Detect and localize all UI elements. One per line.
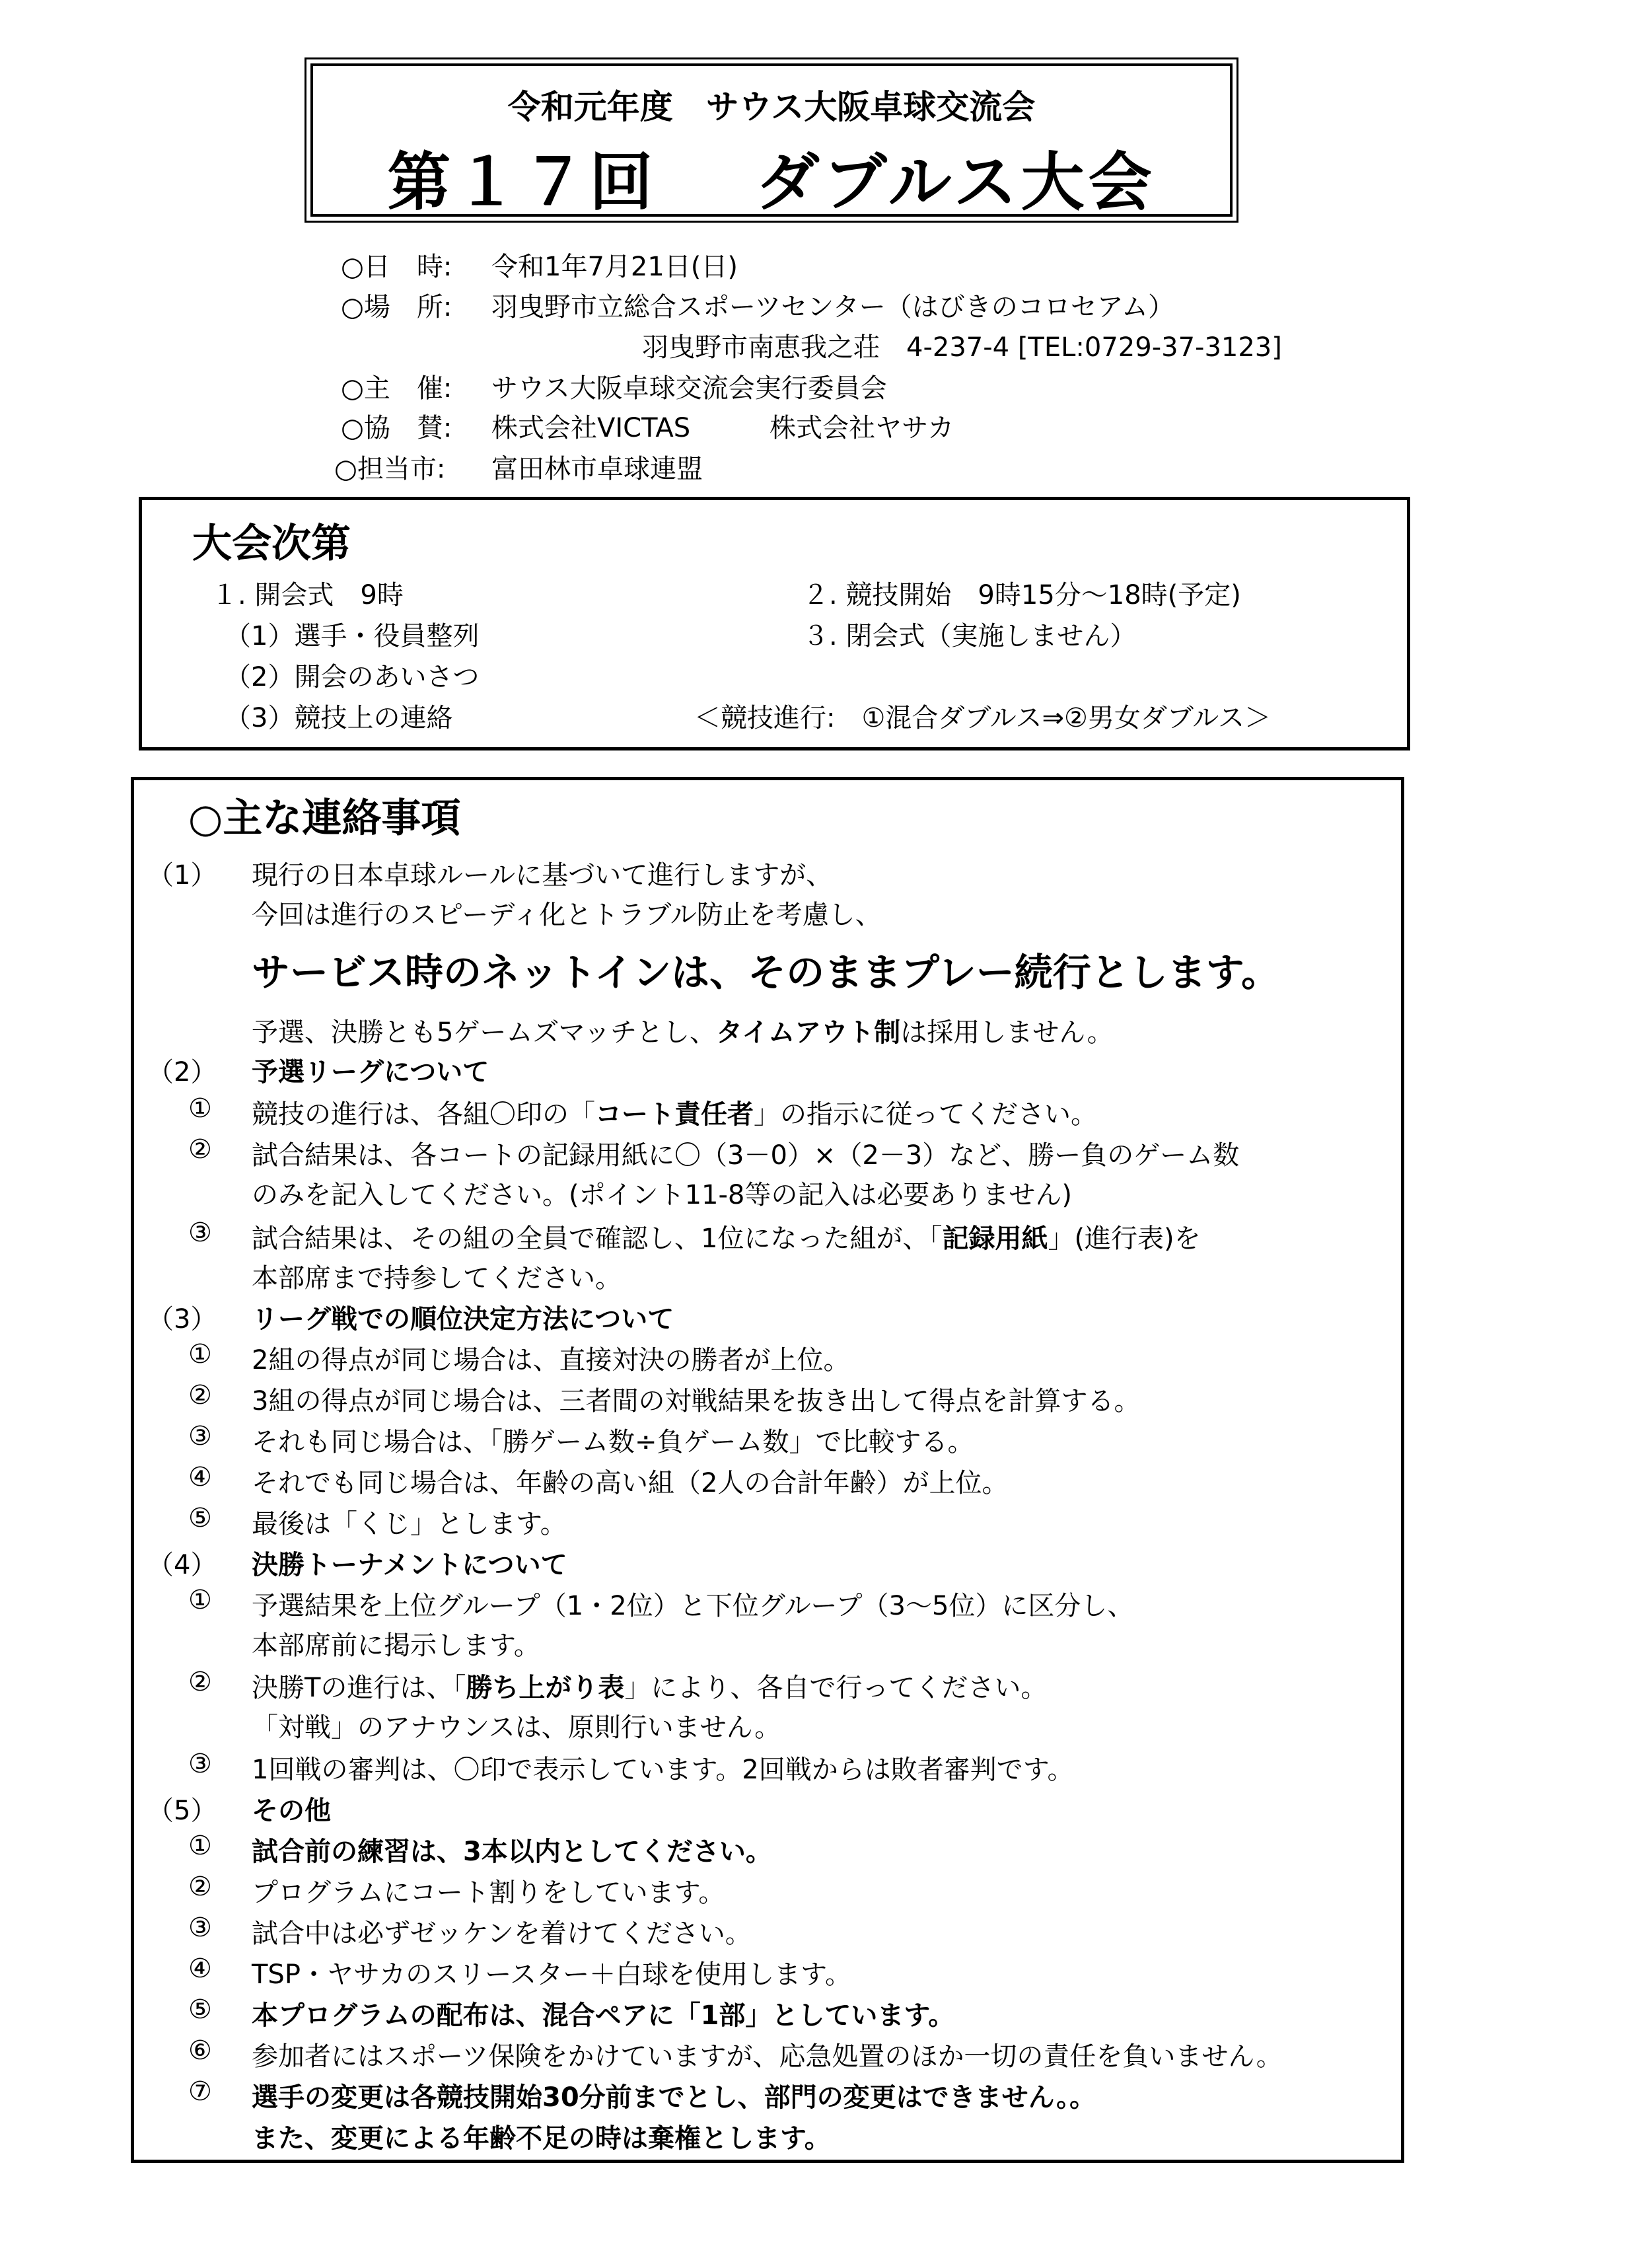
info-venue-value: 羽曳野市立総合スポーツセンター（はびきのコロセアム） — [491, 292, 1174, 322]
notices-heading: ○主な連絡事項 — [188, 795, 461, 842]
notice-text: 予選結果を上位グループ（1・2位）と下位グループ（3～5位）に区分し、 — [252, 1591, 1134, 1621]
program-item: １. 開会式 9時 — [211, 580, 404, 610]
section-title: その他 — [252, 1796, 331, 1826]
notice-text: 1回戦の審判は、〇印で表示しています。2回戦からは敗者審判です。 — [252, 1755, 1074, 1785]
notice-text: 予選、決勝とも5ゲームズマッチとし、タイムアウト制は採用しません。 — [252, 1017, 1114, 1048]
info-venue-label: ○場 所: — [341, 292, 452, 322]
notice-text: 「対戦」のアナウンスは、原則行いません。 — [252, 1712, 781, 1743]
item-number: ⑥ — [188, 2035, 212, 2066]
notice-emphasis: サービス時のネットインは、そのままプレー続行とします。 — [252, 950, 1280, 995]
notice-text: 参加者にはスポーツ保険をかけていますが、応急処置のほか一切の責任を負いません。 — [252, 2041, 1283, 2072]
notice-text: のみを記入してください。(ポイント11-8等の記入は必要ありません) — [252, 1180, 1072, 1210]
notice-box — [131, 777, 1404, 2163]
section-title: リーグ戦での順位決定方法について — [252, 1304, 674, 1335]
notice-text: また、変更による年齢不足の時は棄権とします。 — [252, 2123, 831, 2154]
program-item: （1）選手・役員整列 — [225, 621, 480, 651]
section-number: （1） — [147, 860, 217, 891]
item-number: ② — [188, 1667, 212, 1697]
notice-text: 今回は進行のスピーディ化とトラブル防止を考慮し、 — [252, 900, 882, 930]
notice-text: プログラムにコート割りをしています。 — [252, 1878, 725, 1908]
notice-text: TSP・ヤサカのスリースター＋白球を使用します。 — [252, 1959, 851, 1990]
section-number: （3） — [147, 1304, 217, 1335]
notice-text: 試合結果は、各コートの記録用紙に〇（3－0）×（2－3）など、勝ー負のゲーム数 — [252, 1140, 1240, 1171]
notice-text: 試合結果は、その組の全員で確認し、1位になった組が、「記録用紙」(進行表)を — [252, 1224, 1201, 1254]
event-subtitle: 令和元年度 サウス大阪卓球交流会 — [507, 88, 1036, 126]
item-number: ⑤ — [188, 1994, 212, 2025]
notice-text: 決勝Tの進行は、「勝ち上がり表」により、各自で行ってください。 — [252, 1673, 1048, 1703]
item-number: ③ — [188, 1749, 212, 1779]
program-box — [139, 497, 1410, 750]
program-item: ２. 競技開始 9時15分～18時(予定) — [803, 580, 1241, 610]
program-item: （3）競技上の連絡 — [225, 703, 453, 733]
notice-text: 本部席まで持参してください。 — [252, 1263, 622, 1294]
notice-text: 本部席前に掲示します。 — [252, 1630, 540, 1661]
section-number: （4） — [147, 1550, 217, 1580]
item-number: ⑤ — [188, 1503, 212, 1533]
notice-text: 選手の変更は各競技開始30分前までとし、部門の変更はできません。。 — [252, 2082, 1096, 2113]
info-host-label: ○主 催: — [341, 373, 452, 404]
item-number: ④ — [188, 1462, 212, 1492]
section-number: （5） — [147, 1796, 217, 1826]
item-number: ① — [188, 1585, 212, 1615]
item-number: ② — [188, 1872, 212, 1902]
notice-text: 3組の得点が同じ場合は、三者間の対戦結果を抜き出して得点を計算する。 — [252, 1386, 1141, 1416]
notice-text: 本プログラムの配布は、混合ペアに「1部」としています。 — [252, 2000, 955, 2031]
info-host-value: サウス大阪卓球交流会実行委員会 — [491, 373, 887, 404]
item-number: ⑦ — [188, 2076, 212, 2107]
section-title: 決勝トーナメントについて — [252, 1550, 567, 1580]
notice-text: それでも同じ場合は、年齢の高い組（2人の合計年齢）が上位。 — [252, 1468, 1009, 1498]
info-date-value: 令和1年7月21日(日) — [491, 252, 738, 282]
info-sponsor-value: 株式会社VICTAS 株式会社ヤサカ — [491, 413, 954, 443]
event-title — [313, 132, 1230, 223]
title-box — [310, 63, 1233, 217]
item-number: ③ — [188, 1218, 212, 1248]
info-date-label: ○日 時: — [341, 252, 452, 282]
item-number: ① — [188, 1831, 212, 1861]
notice-text: 2組の得点が同じ場合は、直接対決の勝者が上位。 — [252, 1345, 850, 1375]
info-city-label: ○担当市: — [334, 454, 446, 484]
notice-text: 試合中は必ずゼッケンを着けてください。 — [252, 1919, 752, 1949]
notice-text: それも同じ場合は、「勝ゲーム数÷負ゲーム数」で比較する。 — [252, 1427, 974, 1457]
item-number: ① — [188, 1339, 212, 1370]
item-number: ① — [188, 1093, 212, 1124]
item-number: ③ — [188, 1913, 212, 1943]
info-city-value: 富田林市卓球連盟 — [491, 454, 703, 484]
program-item: ３. 閉会式（実施しません） — [803, 621, 1137, 651]
event-title-name: ダブルス大会 — [756, 145, 1156, 219]
notice-text: 現行の日本卓球ルールに基づいて進行しますが、 — [252, 860, 833, 891]
section-number: （2） — [147, 1057, 217, 1087]
program-heading: 大会次第 — [192, 521, 351, 567]
event-title-edition: 第１７回 — [387, 145, 657, 219]
item-number: ② — [188, 1134, 212, 1165]
notice-text: 競技の進行は、各組〇印の「コート責任者」の指示に従ってください。 — [252, 1099, 1097, 1130]
notice-text: 試合前の練習は、3本以内としてください。 — [252, 1837, 772, 1867]
item-number: ② — [188, 1380, 212, 1410]
section-title: 予選リーグについて — [252, 1057, 489, 1087]
info-venue-address: 羽曳野市南恵我之荘 4-237-4 [TEL:0729-37-3123] — [642, 332, 1282, 363]
info-sponsor-label: ○協 賛: — [341, 413, 452, 443]
item-number: ④ — [188, 1954, 212, 1984]
program-order: ＜競技進行: ①混合ダブルス⇒②男女ダブルス＞ — [694, 703, 1272, 733]
program-item: （2）開会のあいさつ — [225, 662, 480, 692]
item-number: ③ — [188, 1421, 212, 1451]
notice-text: 最後は「くじ」とします。 — [252, 1509, 567, 1539]
